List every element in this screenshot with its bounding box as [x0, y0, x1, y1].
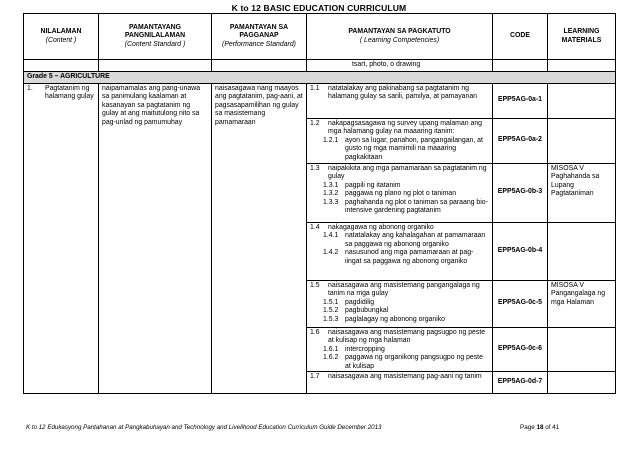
competency-cell: 1.2 nakapagsasagawa ng survey upang malaman ang mga halamang gulay na maaaring itanim: 1.2.1 ayon sa lugar, panahon, pangangailangan, at gusto ng mga mamimili na maaaring pagkakitaan — [307, 118, 493, 163]
performance-standard-cell: naisasagawa nang maayos ang pagtatanim, pag-aani, at pagsasapamilihan ng gulay sa masistemang pamamaraan — [212, 83, 307, 394]
sub-competency: 1.2.1 ayon sa lugar, panahon, pangangailangan, at gusto ng mga mamimili na maaaring pagkakitaan — [323, 136, 483, 161]
header-content-standard: PAMANTAYANG PANGNILALAMAN (Content Standard ) — [99, 14, 212, 60]
page-number: Page 18 of 41 — [520, 424, 560, 431]
sub-competency: 1.5.1 pagdidilig — [323, 298, 375, 306]
continued-text: tsart, photo, o drawing — [307, 60, 493, 72]
competency-code: EPP5AG-0a-2 — [493, 118, 548, 163]
competency-code: EPP5AG-0c-6 — [493, 327, 548, 372]
sub-competency: 1.4.2 nasusunod ang mga pamamaraan at pag-iingat sa paggawa ng abonong organiko — [323, 249, 474, 265]
competency-cell: 1.1 natatalakay ang pakinabang sa pagtatanim ng halamang gulay sa sarili, pamilya, at pamayanan — [307, 83, 493, 118]
table-row — [24, 83, 616, 118]
competency-code: EPP5AG-0a-1 — [493, 83, 548, 118]
sub-competency: 1.3.2 paggawa ng plano ng plot o taniman — [323, 190, 457, 197]
footer-text: K to 12 Edukasyong Pantahanan at Pangkabuhayan and Technology and Livelihood Education Curriculum Guide December 2013 — [26, 424, 382, 431]
competency-cell: 1.5 naisasagawa ang masistemang pangangalaga ng tanim na mga gulay 1.5.1 pagdidilig 1.5.2 pagbubungkal 1.5.3 paglalagay ng abonong organiko — [307, 280, 493, 327]
sub-competency: 1.3.3 paghahanda ng plot o taniman sa paraang bio- intensive gardening pagtatanim — [323, 198, 488, 214]
continued-row — [24, 60, 616, 72]
grade-label: Grade 5 – AGRICULTURE — [24, 72, 616, 84]
competency-cell: 1.7 naisasagawa ang masistemang pag-aani ng tanim — [307, 372, 493, 394]
sub-competency: 1.5.3 paglalagay ng abonong organiko — [323, 315, 445, 323]
learning-materials-cell — [548, 327, 616, 372]
sub-competency: 1.6.1 intercropping — [323, 345, 385, 353]
learning-materials-cell: MISOSA V Paghahanda sa Lupang Pagtataniman — [548, 163, 616, 222]
header-performance-standard: PAMANTAYAN SA PAGGANAP (Performance Standard) — [212, 14, 307, 60]
competency-code: EPP5AG-0b-4 — [493, 222, 548, 280]
competency-code: EPP5AG-0b-3 — [493, 163, 548, 222]
header-code: CODE — [493, 14, 548, 60]
curriculum-table — [23, 13, 616, 394]
header-row — [24, 14, 616, 60]
competency-cell: 1.4 nakagagawa ng abonong organiko 1.4.1 natatalakay ang kahalagahan at pamamaraan sa paggawa ng abonong organiko 1.4.2 nasusunod ang mga pamamaraan at pag-iingat sa paggawa ng abonong organiko — [307, 222, 493, 280]
learning-materials-cell: MISOSA V Pangangalaga ng mga Halaman — [548, 280, 616, 327]
competency-code: EPP5AG-0d-7 — [493, 372, 548, 394]
grade-row — [24, 72, 616, 84]
topic-cell: 1. Pagtatanim ng halamang gulay — [24, 83, 99, 394]
sub-competency: 1.6.2 paggawa ng organikong pangsugpo ng peste at kulisap — [323, 354, 483, 370]
content-standard-cell: naipamamalas ang pang-unawa sa panimulang kaalaman at kasanayan sa pagtatanim ng gulay at ang maitutulong nito sa pag-unlad ng pamumuhay — [99, 83, 212, 394]
sub-competency: 1.5.2 pagbubungkal — [323, 307, 389, 314]
sub-competency: 1.4.1 natatalakay ang kahalagahan at pamamaraan sa paggawa ng abonong organiko — [323, 232, 486, 248]
header-content: NILALAMAN (Content ) — [24, 14, 99, 60]
competency-code: EPP5AG-0c-5 — [493, 280, 548, 327]
learning-materials-cell — [548, 118, 616, 163]
header-learning-materials: LEARNING MATERIALS — [548, 14, 616, 60]
competency-cell: 1.6 naisasagawa ang masistemang pagsugpo ng peste at kulisap ng mga halaman 1.6.1 intercropping 1.6.2 paggawa ng organikong pangsugpo ng peste at kulisap — [307, 327, 493, 372]
sub-competency: 1.3.1 pagpili ng itatanim — [323, 181, 401, 189]
header-learning-competencies: PAMANTAYAN SA PAGKATUTO ( Learning Competencies) — [307, 14, 493, 60]
learning-materials-cell — [548, 83, 616, 118]
document-title: K to 12 BASIC EDUCATION CURRICULUM — [231, 3, 407, 13]
competency-cell: 1.3 naipakikita ang mga pamamaraan sa pagtatanim ng gulay 1.3.1 pagpili ng itatanim 1.3.2 paggawa ng plano ng plot o taniman 1.3.3 paghahanda ng plot o taniman sa paraang bio- intensive gardening pagtatanim — [307, 163, 493, 222]
learning-materials-cell — [548, 222, 616, 280]
competency-rows — [24, 83, 616, 394]
learning-materials-cell — [548, 372, 616, 394]
